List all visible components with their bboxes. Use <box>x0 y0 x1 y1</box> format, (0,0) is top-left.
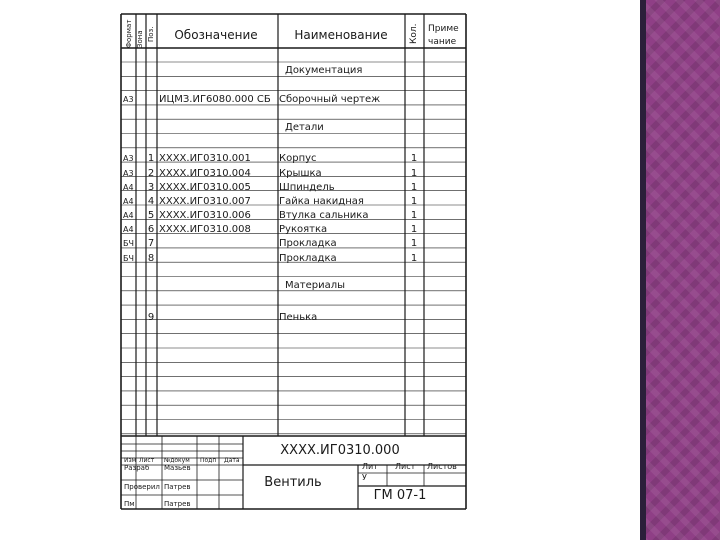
stamp-pm: Пм <box>124 500 135 508</box>
row-name: Прокладка <box>279 253 337 264</box>
header-name: Наименование <box>294 28 388 42</box>
stamp-podp: Подп <box>200 457 217 464</box>
row-quantity: 1 <box>410 153 418 164</box>
row-name: Шпиндель <box>279 182 335 193</box>
row-position: 5 <box>147 210 155 221</box>
row-format: А3 <box>123 95 134 104</box>
row-quantity: 1 <box>410 182 418 193</box>
row-format: БЧ <box>123 239 134 248</box>
section-heading: Документация <box>285 65 363 76</box>
stamp-listov: Листов <box>427 462 457 471</box>
decorative-side-panel <box>640 0 720 540</box>
stamp-data: Дата <box>224 457 240 464</box>
stamp-list2: Лист <box>395 462 416 471</box>
stamp-doc-number: ХХХХ.ИГ0310.000 <box>280 443 400 458</box>
row-name: Пенька <box>279 312 318 323</box>
row-position: 4 <box>147 196 155 207</box>
row-name: Прокладка <box>279 238 337 249</box>
row-position: 7 <box>147 238 155 249</box>
row-position: 9 <box>147 312 155 323</box>
stamp-razrab: Разраб <box>124 464 150 472</box>
row-format: А4 <box>123 183 134 192</box>
row-name: Крышка <box>279 168 322 179</box>
row-name: Гайка накидная <box>279 196 364 207</box>
header-zone: Зона <box>136 30 144 48</box>
section-heading: Материалы <box>285 280 345 291</box>
row-quantity: 1 <box>410 168 418 179</box>
stamp-izm: Изм <box>124 457 137 464</box>
row-designation: ХХХХ.ИГ0310.006 <box>159 210 251 221</box>
row-quantity: 1 <box>410 196 418 207</box>
row-position: 3 <box>147 182 155 193</box>
row-designation: ХХХХ.ИГ0310.007 <box>159 196 251 207</box>
stamp-lit-value: У <box>362 473 367 482</box>
stamp-group: ГМ 07-1 <box>373 488 427 503</box>
row-position: 1 <box>147 153 155 164</box>
stamp-pm-name: Патрев <box>164 500 191 508</box>
row-quantity: 1 <box>410 253 418 264</box>
stamp-proveril-name: Патрев <box>164 483 191 491</box>
row-format: БЧ <box>123 254 134 263</box>
row-name: Рукоятка <box>279 224 328 235</box>
row-position: 2 <box>147 168 155 179</box>
stamp-list: Лист <box>139 457 155 464</box>
row-name: Корпус <box>279 153 317 164</box>
row-quantity: 1 <box>410 210 418 221</box>
header-quantity: Кол. <box>409 23 419 44</box>
row-position: 8 <box>147 253 155 264</box>
header-note: Приме <box>428 24 459 34</box>
row-designation: ИЦМЗ.ИГ6080.000 СБ <box>159 94 271 105</box>
row-name: Втулка сальника <box>279 210 369 221</box>
row-format: А4 <box>123 197 134 206</box>
row-designation: ХХХХ.ИГ0310.008 <box>159 224 251 235</box>
stamp-proveril: Проверил <box>124 483 160 491</box>
row-position: 6 <box>147 224 155 235</box>
header-format: Формат <box>125 19 133 48</box>
header-position: Поз. <box>147 26 155 42</box>
row-quantity: 1 <box>410 224 418 235</box>
row-name: Сборочный чертеж <box>279 94 381 105</box>
stamp-razrab-name: Мазьев <box>164 464 191 472</box>
header-note-line2: чание <box>428 37 457 47</box>
row-format: А4 <box>123 211 134 220</box>
header-designation: Обозначение <box>174 28 258 42</box>
row-designation: ХХХХ.ИГ0310.001 <box>159 153 251 164</box>
row-designation: ХХХХ.ИГ0310.005 <box>159 182 251 193</box>
row-designation: ХХХХ.ИГ0310.004 <box>159 168 251 179</box>
row-format: А3 <box>123 169 134 178</box>
section-heading: Детали <box>285 122 324 133</box>
stamp-lit: Лит <box>362 462 378 471</box>
row-quantity: 1 <box>410 238 418 249</box>
stamp-ndokum: №докум <box>164 457 190 464</box>
row-format: А4 <box>123 225 134 234</box>
row-format: А3 <box>123 154 134 163</box>
stamp-title: Вентиль <box>264 475 322 490</box>
panel-edge <box>640 0 646 540</box>
